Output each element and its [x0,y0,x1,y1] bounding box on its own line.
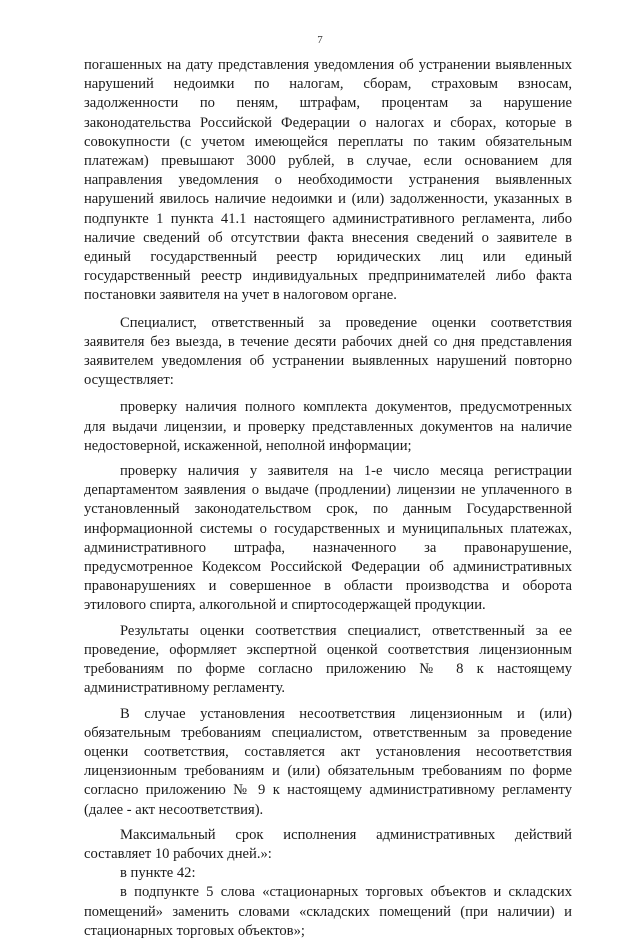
paragraph-fine-check: проверку наличия у заявителя на 1-е число месяца регистрации департаментом заявления о выдаче (продлении) лицензии не уплаченного в установленный законодательством срок, по данным Государственной информационной системы о государственных и муниципальных платежах, административного штрафа, назначенного за правонарушение, предусмотренное Кодексом Российской Федерации об административных правонарушениях и совершенное в области производства и оборота этилового спирта, алкогольной и спиртосодержащей продукции. [84,463,572,614]
paragraph-assessment-results: Результаты оценки соответствия специалист, ответственный за ее проведение, оформляет экспертной оценкой соответствия лицензионным требованиям по форме согласно приложению № 8 к настоящему административному регламенту. [84,622,572,697]
paragraph-documents-check: проверку наличия полного комплекта документов, предусмотренных для выдачи лицензии, и проверку представленных документов на наличие недостоверной, искаженной, неполной информации; [84,399,572,454]
document-body [84,56,572,941]
paragraph-debt-conditions: погашенных на дату представления уведомления об устранении выявленных нарушений недоимки по налогам, сборам, страховым взносам, задолженности по пеням, штрафам, процентам за нарушение законодательства Российской Федерации о налогах и сборах, которые в совокупности (с учетом имеющейся переплаты по таким обязательным платежам) превышают 3000 рублей, в случае, если основанием для направления уведомления о необходимости устранения выявленных нарушений явилось наличие недоимки и (или) задолженности, указанных в подпункте 1 пункта 41.1 настоящего административного регламента, либо наличие сведений об отсутствии факта внесения сведений о заявителе в единый государственный реестр юридических лиц или единый государственный реестр индивидуальных предпринимателей либо факта постановки заявителя на учет в налоговом органе. [84,57,572,304]
paragraph-subclause-5: в подпункте 5 слова «стационарных торговых объектов и складских помещений» заменить словами «складских помещений (при наличии) и стационарных торговых объектов»; [84,884,572,939]
page-number: 7 [317,34,323,46]
paragraph-max-term: Максимальный срок исполнения административных действий составляет 10 рабочих дней.»: [84,826,572,862]
paragraph-specialist-check: Специалист, ответственный за проведение оценки соответствия заявителя без выезда, в течение десяти рабочих дней со дня представления заявителем уведомления об устранении выявленных нарушений повторно осуществляет: [84,314,572,389]
paragraph-clause-42: в пункте 42: [120,865,196,882]
paragraph-nonconformity-act: В случае установления несоответствия лицензионным и (или) обязательным требованиям специалистом, ответственным за проведение оценки соответствия, составляется акт установления несоответствия лицензионным требованиям и (или) обязательным требованиям по форме согласно приложению № 9 к настоящему административному регламенту (далее - акт несоответствия). [84,705,572,818]
